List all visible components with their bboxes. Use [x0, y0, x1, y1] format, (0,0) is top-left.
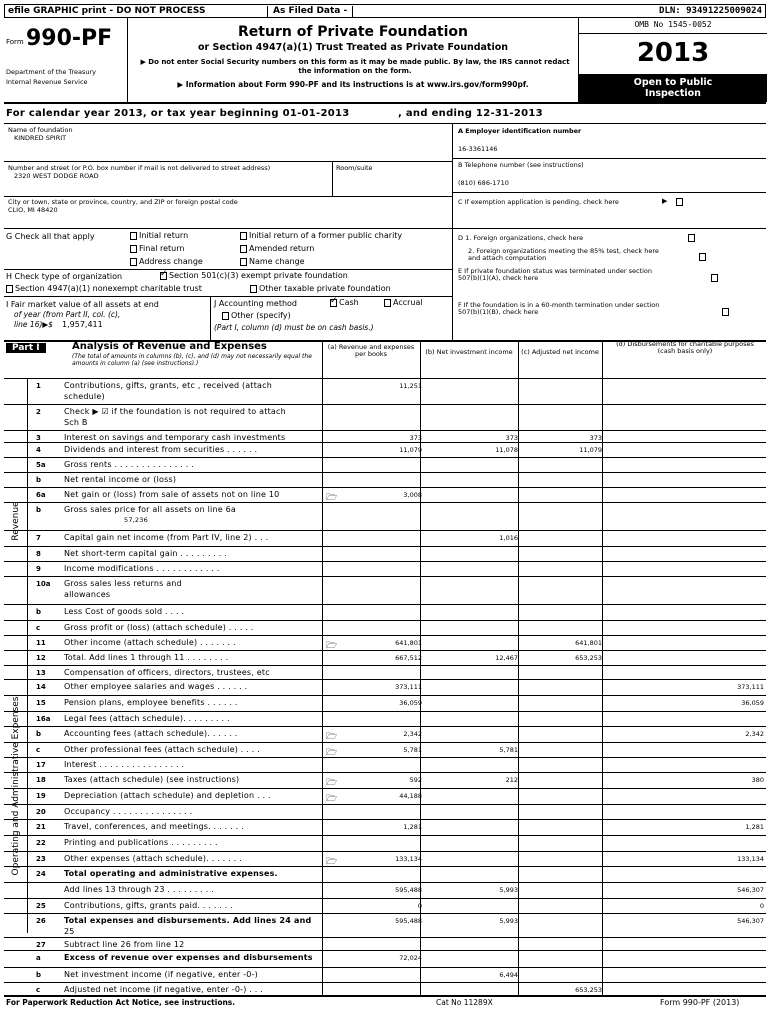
line-label: Gross sales less returns and	[64, 579, 182, 588]
footer-form: Form 990-PF (2013)	[660, 998, 740, 1007]
table-row	[4, 547, 766, 562]
table-row	[4, 562, 766, 577]
g-name-change-checkbox[interactable]	[240, 258, 247, 266]
line-number: 1	[36, 382, 41, 390]
footer-paperwork: For Paperwork Reduction Act Notice, see instructions.	[6, 998, 236, 1007]
table-row	[4, 789, 766, 805]
street-address: 2320 WEST DODGE ROAD	[14, 172, 99, 180]
table-row	[4, 379, 766, 405]
room-label: Room/suite	[336, 164, 373, 172]
part1-title: Analysis of Revenue and Expenses	[72, 341, 267, 352]
g-amended-return-checkbox[interactable]	[240, 245, 247, 253]
foundation-name: KINDRED SPIRIT	[14, 134, 67, 142]
col-a-value: 3,008	[403, 491, 422, 499]
line-number: 20	[36, 808, 46, 816]
form-note-ssn: ▶ Do not enter Social Security numbers on this form as it may be made public. By law, the IRS cannot redact the information on the form.	[140, 58, 570, 75]
line-number: 19	[36, 792, 46, 800]
city-address: CLIO, MI 48420	[8, 206, 58, 214]
form-header	[4, 18, 766, 104]
line-label: Gross sales price for all assets on line 6a	[64, 505, 236, 514]
attachment-icon[interactable]: 🗁	[326, 748, 338, 758]
attachment-icon[interactable]: 🗁	[326, 794, 338, 804]
table-row	[4, 696, 766, 712]
line-number: b	[36, 506, 42, 514]
line-number: 13	[36, 669, 46, 677]
g-initial-public[interactable]: Initial return of a former public charity	[240, 231, 402, 240]
dept-irs: Internal Revenue Service	[6, 78, 88, 86]
part1-note: (The total of amounts in columns (b), (c), and (d) may not necessarily equal the amounts in column (a) (see instructions).)	[72, 353, 312, 367]
i-line3: line 16)▶$	[14, 320, 53, 329]
j-note: (Part I, column (d) must be on cash basis.)	[214, 323, 374, 332]
line-number: 15	[36, 699, 46, 707]
line-label: Net gain or (loss) from sale of assets not on line 10	[64, 490, 280, 499]
line-number: 12	[36, 654, 46, 662]
j-other[interactable]: Other (specify)	[222, 311, 291, 320]
line-label-cont: Sch B	[64, 418, 88, 427]
line-label: Other income (attach schedule) . . . . . . .	[64, 638, 236, 647]
line-label: Total expenses and disbursements. Add lines 24 and	[64, 916, 312, 925]
line-number: 11	[36, 639, 46, 647]
j-cash[interactable]: ✓ Cash	[330, 298, 359, 307]
line-label: Pension plans, employee benefits . . . . . .	[64, 698, 238, 707]
g-name-change[interactable]: Name change	[240, 257, 305, 266]
f-label: F If the foundation is in a 60-month termination under section 507(b)(1)(B), check here	[458, 301, 660, 316]
street-label: Number and street (or P.O. box number if mail is not delivered to street address)	[8, 164, 271, 172]
line-label: Add lines 13 through 23 . . . . . . . . .	[64, 885, 215, 894]
d1-checkbox[interactable]	[688, 234, 695, 242]
table-row	[4, 605, 766, 621]
j-other-checkbox[interactable]	[222, 312, 229, 320]
line-label-cont: allowances	[64, 590, 111, 599]
f-checkbox[interactable]	[722, 308, 729, 316]
table-row	[4, 938, 766, 951]
line-label-cont: schedule)	[64, 392, 105, 401]
line-label: Adjusted net income (if negative, enter -0-) . . .	[64, 985, 263, 994]
line-number: 2	[36, 408, 41, 416]
line-label: Gross profit or (loss) (attach schedule) . . . . .	[64, 623, 254, 632]
col-c-header: (c) Adjusted net income	[521, 348, 599, 356]
calendar-year: For calendar year 2013, or tax year beginning 01-01-2013	[6, 108, 350, 119]
table-row	[4, 488, 766, 503]
col-c-value: 373	[589, 434, 602, 442]
col-a-value: 595,488	[395, 917, 422, 925]
line-label: Net short-term capital gain . . . . . . . . .	[64, 549, 228, 558]
col-b-value: 1,016	[499, 534, 518, 542]
col-b-value: 5,993	[499, 886, 518, 894]
form-note-info: ▶ Information about Form 990-PF and its instructions is at www.irs.gov/form990pf.	[177, 80, 529, 89]
line-number: 18	[36, 776, 46, 784]
banner	[4, 4, 766, 18]
attachment-icon[interactable]: 🗁	[326, 778, 338, 788]
line-label: Travel, conferences, and meetings. . . . . . .	[64, 822, 244, 831]
line-label: Less Cost of goods sold . . . .	[64, 607, 185, 616]
line-number: 17	[36, 761, 46, 769]
form-title: Return of Private Foundation	[238, 24, 468, 40]
col-b-value: 6,494	[499, 971, 518, 979]
table-row	[4, 899, 766, 914]
attachment-icon[interactable]: 🗁	[326, 732, 338, 742]
c-arrow-icon: ▶	[662, 197, 668, 205]
col-c-value: 641,801	[575, 639, 602, 647]
col-b-value: 5,993	[499, 917, 518, 925]
col-d-value: 133,134	[737, 855, 764, 863]
col-d-value: 2,342	[745, 730, 764, 738]
col-c-value: 653,253	[575, 654, 602, 662]
attachment-icon[interactable]: 🗁	[326, 641, 338, 651]
col-d-value: 380	[751, 776, 764, 784]
table-row	[4, 651, 766, 666]
col-a-value: 667,512	[395, 654, 422, 662]
line-number: 5a	[36, 461, 46, 469]
g-final-return-checkbox[interactable]	[130, 245, 137, 253]
col-a-value: 72,024	[399, 954, 422, 962]
dln: DLN: 93491225009024	[659, 6, 762, 16]
table-row	[4, 405, 766, 431]
line-label: Check ▶ ☑ if the foundation is not required to attach	[64, 407, 286, 416]
c-checkbox[interactable]	[676, 198, 683, 206]
table-row	[4, 712, 766, 727]
form-prefix: Form	[6, 38, 24, 46]
g-initial-return-checkbox[interactable]	[130, 232, 137, 240]
table-row	[4, 805, 766, 820]
d2-checkbox[interactable]	[699, 253, 706, 261]
line-label: Gross rents . . . . . . . . . . . . . . .	[64, 460, 194, 469]
line-number: 4	[36, 446, 41, 454]
table-row	[4, 577, 766, 605]
line-number: 25	[36, 902, 46, 910]
d1-label: D 1. Foreign organizations, check here	[458, 234, 584, 242]
line-number: b	[36, 476, 42, 484]
col-a-value: 36,059	[399, 699, 422, 707]
calendar-end: , and ending 12-31-2013	[398, 108, 543, 119]
line-label: Subtract line 26 from line 12	[64, 940, 185, 949]
table-row	[4, 727, 766, 743]
table-row	[4, 666, 766, 680]
col-a-header: (a) Revenue and expenses per books	[327, 343, 415, 358]
col-b-value: 11,078	[495, 446, 518, 454]
g-address-change[interactable]: Address change	[130, 257, 203, 266]
phone-value: (810) 686-1710	[458, 179, 509, 187]
phone-label: B Telephone number (see instructions)	[458, 161, 584, 169]
name-label: Name of foundation	[8, 126, 73, 134]
col-a-value: 133,134	[395, 855, 422, 863]
table-row	[4, 531, 766, 547]
col-a-value: 373,111	[395, 683, 422, 691]
line-label: Depreciation (attach schedule) and depletion . . .	[64, 791, 271, 800]
table-row	[4, 621, 766, 636]
line-label: Income modifications . . . . . . . . . . . .	[64, 564, 220, 573]
e-checkbox[interactable]	[711, 274, 718, 282]
table-row	[4, 458, 766, 473]
i-line2: of year (from Part II, col. (c),	[14, 310, 121, 319]
d2-label: 2. Foreign organizations meeting the 85% test, check here and attach computation	[468, 247, 659, 262]
g-address-change-checkbox[interactable]	[130, 258, 137, 266]
j-cash-checkbox[interactable]	[330, 299, 337, 307]
line-number: 24	[36, 870, 46, 878]
line-number: a	[36, 954, 41, 962]
line-label: Capital gain net income (from Part IV, line 2) . . .	[64, 533, 269, 542]
col-a-value: 595,488	[395, 886, 422, 894]
line-number: 26	[36, 917, 46, 925]
line-number: 27	[36, 941, 46, 949]
col-a-value: 0	[417, 902, 422, 910]
j-accrual-checkbox[interactable]	[384, 299, 391, 307]
line-label-cont: 25	[64, 927, 75, 936]
line-number: c	[36, 624, 41, 632]
table-row	[4, 473, 766, 488]
line-label: Net rental income or (loss)	[64, 475, 177, 484]
line-number: 23	[36, 855, 46, 863]
filed-label: As Filed Data -	[267, 6, 353, 18]
g-final-return[interactable]: Final return	[130, 244, 184, 253]
form-subtitle: or Section 4947(a)(1) Trust Treated as Private Foundation	[197, 42, 509, 53]
table-row	[4, 743, 766, 758]
line-label: Accounting fees (attach schedule). . . . . .	[64, 729, 238, 738]
line-label: Contributions, gifts, grants, etc , received (attach	[64, 381, 273, 390]
table-row	[4, 503, 766, 531]
line-label: Legal fees (attach schedule). . . . . . . . .	[64, 714, 230, 723]
table-row	[4, 867, 766, 883]
table-row	[4, 680, 766, 696]
expenses-label: Operating and Administrative Expenses	[11, 696, 21, 876]
line-label: Interest . . . . . . . . . . . . . . . .	[64, 760, 185, 769]
col-a-value: 5,781	[403, 746, 422, 754]
table-row	[4, 758, 766, 773]
line-label: Other expenses (attach schedule). . . . . . .	[64, 854, 242, 863]
col-c-value: 11,079	[579, 446, 602, 454]
efile-label: efile GRAPHIC print - DO NOT PROCESS	[8, 6, 206, 16]
attachment-icon[interactable]: 🗁	[326, 493, 338, 503]
line-number: 6a	[36, 491, 46, 499]
line-number: c	[36, 986, 41, 994]
table-row	[4, 636, 766, 651]
omb-number: OMB No 1545-0052	[579, 20, 767, 34]
col-b-value: 5,781	[499, 746, 518, 754]
table-row	[4, 773, 766, 789]
h-4947-checkbox[interactable]	[6, 285, 13, 293]
line-number: 16a	[36, 715, 51, 723]
line-label: Occupancy . . . . . . . . . . . . . . .	[64, 807, 193, 816]
table-row	[4, 836, 766, 852]
table-row	[4, 443, 766, 458]
line-number: 9	[36, 565, 41, 573]
g-initial-return[interactable]: Initial return	[130, 231, 188, 240]
table-row	[4, 951, 766, 968]
h-501c3-checkbox[interactable]	[160, 272, 167, 280]
col-b-value: 373	[505, 434, 518, 442]
line-label: Interest on savings and temporary cash investments	[64, 433, 286, 442]
ein-value: 16-3361146	[458, 145, 498, 153]
col-d-header: (d) Disbursements for charitable purposes (cash basis only)	[616, 340, 754, 355]
i-value: 1,957,411	[62, 320, 103, 329]
col-a-value: 44,188	[399, 792, 422, 800]
revenue-label: Revenue	[11, 501, 21, 541]
line-number: b	[36, 608, 42, 616]
line-number: 8	[36, 550, 41, 558]
i-line1: I Fair market value of all assets at end	[6, 300, 159, 309]
line-label: Dividends and interest from securities . . . . . .	[64, 445, 258, 454]
col-d-value: 373,111	[737, 683, 764, 691]
line-label: Other employee salaries and wages . . . . . .	[64, 682, 248, 691]
city-label: City or town, state or province, country, and ZIP or foreign postal code	[8, 198, 238, 206]
col-a-value: 592	[409, 776, 422, 784]
h-label: H Check type of organization	[6, 272, 123, 281]
part1-header	[4, 341, 766, 379]
g-amended-return[interactable]: Amended return	[240, 244, 314, 253]
line-label: Excess of revenue over expenses and disbursements	[64, 953, 313, 962]
line-label: Compensation of officers, directors, trustees, etc	[64, 668, 270, 677]
dept-treasury: Department of the Treasury	[6, 68, 97, 76]
line-label: Printing and publications . . . . . . . . .	[64, 838, 218, 847]
line-number: c	[36, 746, 41, 754]
line-number: b	[36, 971, 42, 979]
line-label: Contributions, gifts, grants paid. . . . . . .	[64, 901, 234, 910]
col-b-header: (b) Net investment income	[425, 348, 513, 356]
line-number: 21	[36, 823, 46, 831]
line-label: Total operating and administrative expenses.	[64, 869, 278, 878]
line-label: Other professional fees (attach schedule) . . . .	[64, 745, 260, 754]
col-d-value: 546,307	[737, 886, 764, 894]
form-number: 990-PF	[26, 26, 113, 51]
tax-year: 2013	[636, 38, 710, 68]
col-a-value: 1,281	[403, 823, 422, 831]
h-501c3[interactable]: ✓ Section 501(c)(3) exempt private foundation	[160, 271, 348, 280]
col-a-value: 641,801	[395, 639, 422, 647]
h-4947[interactable]: Section 4947(a)(1) nonexempt charitable trust	[6, 284, 202, 293]
line-label-cont: 57,236	[124, 516, 148, 524]
col-a-value: 373	[409, 434, 422, 442]
col-d-value: 36,059	[741, 699, 764, 707]
line-number: 22	[36, 839, 46, 847]
j-label: J Accounting method	[214, 299, 298, 308]
col-a-value: 11,251	[399, 382, 422, 390]
line-number: 3	[36, 434, 41, 442]
line-number: 7	[36, 534, 41, 542]
attachment-icon[interactable]: 🗁	[326, 857, 338, 867]
col-d-value: 0	[759, 902, 764, 910]
h-other-taxable-checkbox[interactable]	[250, 285, 257, 293]
table-row	[4, 431, 766, 443]
table-row	[4, 883, 766, 899]
line-label: Total. Add lines 1 through 11 . . . . . . . .	[64, 653, 229, 662]
col-c-value: 653,253	[575, 986, 602, 994]
col-a-value: 11,079	[399, 446, 422, 454]
line-number: b	[36, 730, 42, 738]
col-d-value: 546,307	[737, 917, 764, 925]
part1-tag: Part I	[6, 343, 46, 353]
g-label: G Check all that apply	[6, 232, 95, 241]
col-a-value: 2,342	[403, 730, 422, 738]
table-row	[4, 914, 766, 938]
col-d-value: 1,281	[745, 823, 764, 831]
col-b-value: 212	[505, 776, 518, 784]
table-row	[4, 968, 766, 983]
line-label: Net investment income (if negative, enter -0-)	[64, 970, 258, 979]
table-row	[4, 852, 766, 867]
footer-cat: Cat No 11289X	[436, 998, 493, 1007]
g-initial-public-checkbox[interactable]	[240, 232, 247, 240]
h-other-taxable[interactable]: Other taxable private foundation	[250, 284, 391, 293]
j-accrual[interactable]: Accrual	[384, 298, 423, 307]
table-row	[4, 820, 766, 836]
line-label: Taxes (attach schedule) (see instructions)	[64, 775, 240, 784]
col-b-value: 12,467	[495, 654, 518, 662]
e-label: E If private foundation status was terminated under section 507(b)(1)(A), check here	[458, 267, 653, 282]
public-inspection: Open to Public Inspection	[579, 74, 767, 102]
c-label: C If exemption application is pending, check here	[458, 198, 619, 206]
line-number: 14	[36, 683, 46, 691]
line-number: 10a	[36, 580, 51, 588]
ein-label: A Employer identification number	[458, 127, 582, 135]
